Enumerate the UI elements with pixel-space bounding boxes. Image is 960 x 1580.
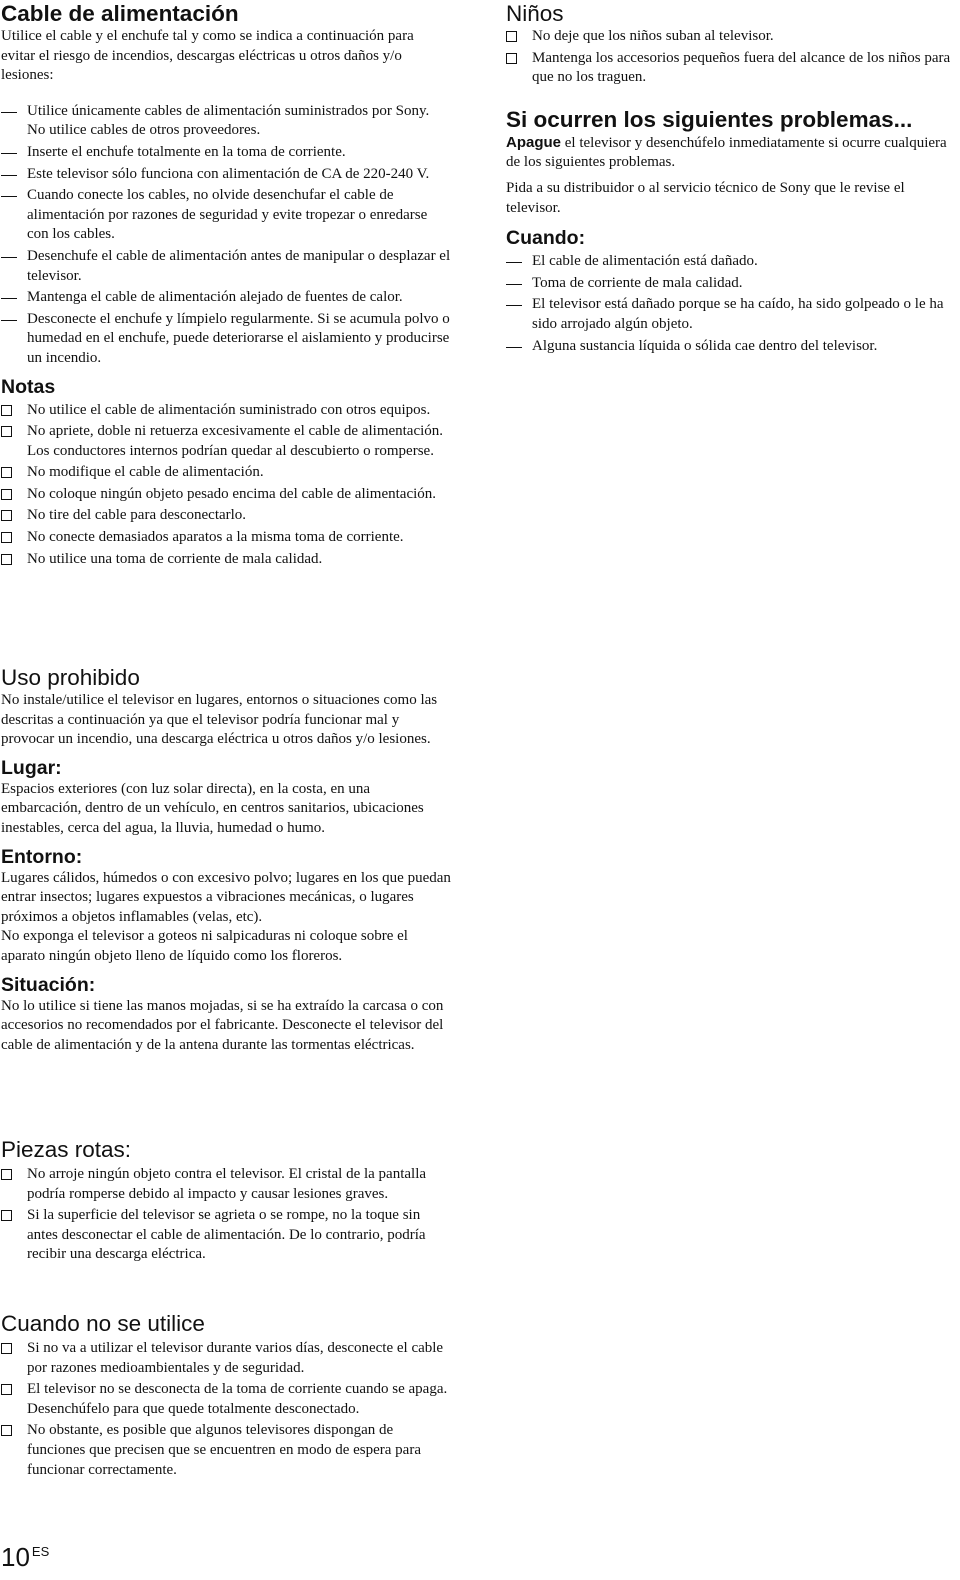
list-item: Toma de corriente de mala calidad. [506,274,958,294]
page-footer [1,1540,49,1574]
list-item: Este televisor sólo funciona con alimentación de CA de 220-240 V. [1,165,451,185]
list-item: Inserte el enchufe totalmente en la toma de corriente. [1,143,451,163]
right-column [506,0,958,356]
cuando-list [506,252,958,356]
list-item: Si la superficie del televisor se agrieta o se rompe, no la toque sin antes desconectar el cable de alimentación. De lo contrario, podría recibir una descarga eléctrica. [1,1206,451,1265]
entorno-text-2: No exponga el televisor a goteos ni salpicaduras ni coloque sobre el aparato ningún objeto lleno de líquido como los floreros. [1,928,408,964]
entorno-text-1: Lugares cálidos, húmedos o con excesivo polvo; lugares en los que puedan entrar insectos; lugares expuestos a vibraciones mecánicas, o lugares próximos a objetos inflamables (velas, etc). [1,869,451,925]
notas-list [1,401,451,570]
situacion-text: No lo utilice si tiene las manos mojadas, si se ha extraído la carcasa o con accesorios no recomendados por el fabricante. Desconecte el televisor del cable de alimentación y de la antena durante las tormentas eléctricas. [1,997,444,1053]
piezas-list [1,1165,451,1265]
apague-text [506,133,958,173]
list-item: No utilice una toma de corriente de mala calidad. [1,550,451,570]
list-item: El televisor no se desconecta de la toma de corriente cuando se apaga. Desenchúfelo para que quede totalmente desconectado. [1,1380,451,1419]
section-title-piezas: Piezas rotas: [1,1137,132,1162]
pida-text: Pida a su distribuidor o al servicio técnico de Sony que le revise el televisor. [506,179,905,216]
apague-rest: el televisor y desenchúfelo inmediatamente si ocurre cualquiera de los siguientes problemas. [506,134,947,171]
list-item: Mantenga el cable de alimentación alejado de fuentes de calor. [1,288,451,308]
cable-list [1,102,451,369]
section-uso-prohibido [1,664,451,1055]
list-item: Mantenga los accesorios pequeños fuera del alcance de los niños para que no los traguen. [506,49,958,88]
list-item: No apriete, doble ni retuerza excesivamente el cable de alimentación. Los conductores internos podrían quedar al descubierto o romperse. [1,422,451,461]
subsection-title-situacion: Situación: [1,973,96,996]
cable-intro: Utilice el cable y el enchufe tal y como se indica a continuación para evitar el riesgo de incendios, descargas eléctricas u otros daños y/o lesiones: [1,28,414,84]
list-item: No modifique el cable de alimentación. [1,463,451,483]
list-item: No utilice el cable de alimentación suministrado con otros equipos. [1,401,451,421]
list-item: Desconecte el enchufe y límpielo regularmente. Si se acumula polvo o humedad en el enchufe, puede deteriorarse el aislamiento y producirse un incendio. [1,310,451,369]
cuando-no-list [1,1339,451,1480]
section-title-notas: Notas [1,375,56,398]
apague-bold: Apague [506,133,562,151]
section-title-uso: Uso prohibido [1,665,140,690]
ninos-list [506,27,958,88]
list-item: Alguna sustancia líquida o sólida cae dentro del televisor. [506,337,958,357]
page-number: 10 [1,1542,30,1572]
list-item: No deje que los niños suban al televisor. [506,27,958,47]
list-item: Si no va a utilizar el televisor durante varios días, desconecte el cable por razones medioambientales y de seguridad. [1,1339,451,1378]
list-item: No coloque ningún objeto pesado encima del cable de alimentación. [1,485,451,505]
subsection-title-lugar: Lugar: [1,756,62,779]
section-notas [1,375,451,570]
section-title-problemas: Si ocurren los siguientes problemas... [506,106,913,132]
section-title-cable: Cable de alimentación [1,1,239,26]
section-cable [1,0,451,369]
list-item: No obstante, es posible que algunos televisores dispongan de funciones que precisen que se encuentren en modo de espera para funcionar correctamente. [1,1421,451,1480]
uso-intro: No instale/utilice el televisor en lugares, entornos o situaciones como las descritas a continuación ya que el televisor podría funcionar mal y provocar un incendio, una descarga eléctrica u otros daños y/o lesiones. [1,692,438,748]
section-ninos [506,0,958,88]
subsection-title-entorno: Entorno: [1,845,83,868]
lugar-text: Espacios exteriores (con luz solar directa), en la costa, en una embarcación, dentro de un vehículo, en centros sanitarios, ubicaciones inestables, cerca del agua, la lluvia, humedad o humo. [1,780,424,836]
list-item: No conecte demasiados aparatos a la misma toma de corriente. [1,528,451,548]
section-title-cuando-no: Cuando no se utilice [1,1311,205,1336]
section-piezas-rotas [1,1136,451,1265]
section-title-ninos: Niños [506,1,564,26]
section-cuando-no-se-utilice [1,1310,451,1480]
subsection-title-cuando: Cuando: [506,227,586,250]
list-item: Cuando conecte los cables, no olvide desenchufar el cable de alimentación por razones de seguridad y evite tropezar o enredarse con los cables. [1,186,451,245]
list-item: Desenchufe el cable de alimentación antes de manipular o desplazar el televisor. [1,247,451,286]
list-item: Utilice únicamente cables de alimentación suministrados por Sony. No utilice cables de otros proveedores. [1,102,451,141]
list-item: No tire del cable para desconectarlo. [1,506,451,526]
list-item: No arroje ningún objeto contra el televisor. El cristal de la pantalla podría romperse debido al impacto y causar lesiones graves. [1,1165,451,1204]
list-item: El cable de alimentación está dañado. [506,252,958,272]
page-language: ES [31,1544,50,1559]
list-item: El televisor está dañado porque se ha caído, ha sido golpeado o le ha sido arrojado algún objeto. [506,295,958,334]
left-column [1,0,451,569]
section-problemas [506,106,958,356]
